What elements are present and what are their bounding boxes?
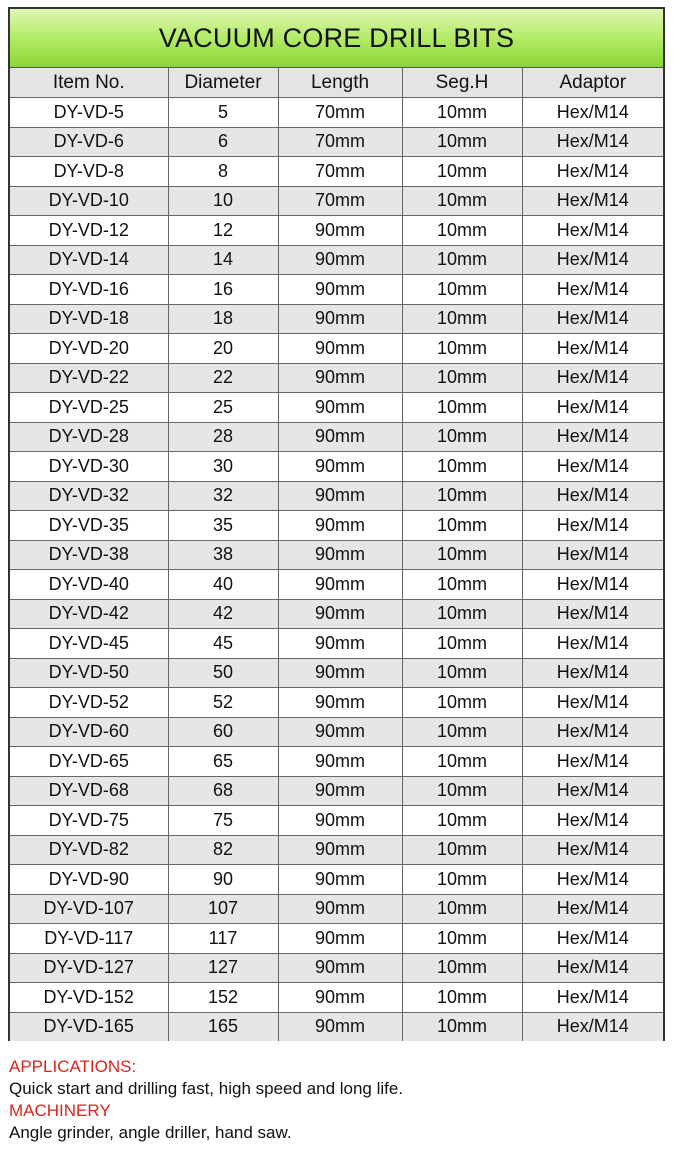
cell-diameter: 22 xyxy=(168,363,278,393)
cell-item-no: DY-VD-6 xyxy=(10,127,168,157)
cell-seg-h: 10mm xyxy=(402,629,522,659)
column-header-item-no: Item No. xyxy=(10,68,168,98)
table-row xyxy=(10,452,663,482)
cell-seg-h: 10mm xyxy=(402,540,522,570)
cell-adaptor: Hex/M14 xyxy=(522,216,663,246)
cell-length: 90mm xyxy=(278,452,402,482)
cell-seg-h: 10mm xyxy=(402,894,522,924)
cell-length: 90mm xyxy=(278,363,402,393)
table-row xyxy=(10,983,663,1013)
cell-adaptor: Hex/M14 xyxy=(522,865,663,895)
cell-adaptor: Hex/M14 xyxy=(522,629,663,659)
cell-diameter: 10 xyxy=(168,186,278,216)
cell-length: 90mm xyxy=(278,688,402,718)
header-row xyxy=(10,68,663,98)
cell-length: 90mm xyxy=(278,245,402,275)
cell-item-no: DY-VD-16 xyxy=(10,275,168,305)
cell-item-no: DY-VD-38 xyxy=(10,540,168,570)
cell-diameter: 14 xyxy=(168,245,278,275)
cell-length: 90mm xyxy=(278,983,402,1013)
cell-item-no: DY-VD-20 xyxy=(10,334,168,364)
table-row xyxy=(10,658,663,688)
table-row xyxy=(10,481,663,511)
cell-adaptor: Hex/M14 xyxy=(522,98,663,128)
table-row xyxy=(10,363,663,393)
cell-length: 90mm xyxy=(278,806,402,836)
cell-adaptor: Hex/M14 xyxy=(522,511,663,541)
table-body xyxy=(10,98,663,1042)
cell-seg-h: 10mm xyxy=(402,363,522,393)
cell-diameter: 65 xyxy=(168,747,278,777)
cell-length: 90mm xyxy=(278,629,402,659)
cell-seg-h: 10mm xyxy=(402,304,522,334)
table-title: VACUUM CORE DRILL BITS xyxy=(158,22,515,53)
cell-item-no: DY-VD-18 xyxy=(10,304,168,334)
applications-heading: APPLICATIONS: xyxy=(9,1057,137,1076)
cell-adaptor: Hex/M14 xyxy=(522,304,663,334)
table-row xyxy=(10,245,663,275)
cell-seg-h: 10mm xyxy=(402,452,522,482)
cell-adaptor: Hex/M14 xyxy=(522,363,663,393)
table-row xyxy=(10,688,663,718)
table-row xyxy=(10,894,663,924)
cell-adaptor: Hex/M14 xyxy=(522,953,663,983)
cell-item-no: DY-VD-28 xyxy=(10,422,168,452)
cell-diameter: 42 xyxy=(168,599,278,629)
cell-item-no: DY-VD-32 xyxy=(10,481,168,511)
cell-seg-h: 10mm xyxy=(402,334,522,364)
cell-adaptor: Hex/M14 xyxy=(522,599,663,629)
cell-length: 70mm xyxy=(278,186,402,216)
cell-adaptor: Hex/M14 xyxy=(522,481,663,511)
cell-adaptor: Hex/M14 xyxy=(522,806,663,836)
cell-seg-h: 10mm xyxy=(402,865,522,895)
cell-item-no: DY-VD-30 xyxy=(10,452,168,482)
spec-table-panel xyxy=(8,7,665,1041)
cell-diameter: 6 xyxy=(168,127,278,157)
table-row xyxy=(10,1012,663,1041)
cell-diameter: 28 xyxy=(168,422,278,452)
cell-diameter: 20 xyxy=(168,334,278,364)
column-header-seg-h: Seg.H xyxy=(402,68,522,98)
cell-seg-h: 10mm xyxy=(402,688,522,718)
cell-item-no: DY-VD-117 xyxy=(10,924,168,954)
cell-diameter: 82 xyxy=(168,835,278,865)
cell-seg-h: 10mm xyxy=(402,983,522,1013)
cell-diameter: 107 xyxy=(168,894,278,924)
table-row xyxy=(10,865,663,895)
cell-item-no: DY-VD-42 xyxy=(10,599,168,629)
cell-seg-h: 10mm xyxy=(402,776,522,806)
cell-adaptor: Hex/M14 xyxy=(522,658,663,688)
table-row xyxy=(10,304,663,334)
table-row xyxy=(10,806,663,836)
cell-adaptor: Hex/M14 xyxy=(522,776,663,806)
title-bar xyxy=(10,9,663,68)
machinery-text: Angle grinder, angle driller, hand saw. xyxy=(9,1123,292,1142)
column-header-adaptor: Adaptor xyxy=(522,68,663,98)
cell-length: 70mm xyxy=(278,127,402,157)
cell-item-no: DY-VD-5 xyxy=(10,98,168,128)
cell-adaptor: Hex/M14 xyxy=(522,924,663,954)
cell-length: 90mm xyxy=(278,393,402,423)
cell-item-no: DY-VD-8 xyxy=(10,157,168,187)
cell-length: 70mm xyxy=(278,98,402,128)
cell-adaptor: Hex/M14 xyxy=(522,452,663,482)
table-row xyxy=(10,157,663,187)
table-row xyxy=(10,924,663,954)
cell-adaptor: Hex/M14 xyxy=(522,747,663,777)
cell-item-no: DY-VD-40 xyxy=(10,570,168,600)
cell-adaptor: Hex/M14 xyxy=(522,157,663,187)
table-row xyxy=(10,511,663,541)
cell-seg-h: 10mm xyxy=(402,806,522,836)
table-row xyxy=(10,717,663,747)
cell-item-no: DY-VD-127 xyxy=(10,953,168,983)
cell-diameter: 40 xyxy=(168,570,278,600)
table-row xyxy=(10,393,663,423)
cell-seg-h: 10mm xyxy=(402,717,522,747)
cell-length: 70mm xyxy=(278,157,402,187)
cell-item-no: DY-VD-165 xyxy=(10,1012,168,1041)
cell-item-no: DY-VD-10 xyxy=(10,186,168,216)
cell-length: 90mm xyxy=(278,924,402,954)
cell-diameter: 127 xyxy=(168,953,278,983)
table-row xyxy=(10,776,663,806)
cell-length: 90mm xyxy=(278,1012,402,1041)
cell-diameter: 52 xyxy=(168,688,278,718)
cell-seg-h: 10mm xyxy=(402,275,522,305)
table-row xyxy=(10,275,663,305)
applications-text: Quick start and drilling fast, high speed and long life. xyxy=(9,1079,404,1098)
table-row xyxy=(10,98,663,128)
cell-length: 90mm xyxy=(278,540,402,570)
cell-diameter: 75 xyxy=(168,806,278,836)
cell-seg-h: 10mm xyxy=(402,98,522,128)
cell-item-no: DY-VD-68 xyxy=(10,776,168,806)
cell-seg-h: 10mm xyxy=(402,835,522,865)
cell-adaptor: Hex/M14 xyxy=(522,275,663,305)
cell-diameter: 8 xyxy=(168,157,278,187)
cell-item-no: DY-VD-22 xyxy=(10,363,168,393)
cell-seg-h: 10mm xyxy=(402,393,522,423)
cell-length: 90mm xyxy=(278,894,402,924)
spec-table xyxy=(10,68,663,1041)
cell-diameter: 90 xyxy=(168,865,278,895)
cell-adaptor: Hex/M14 xyxy=(522,688,663,718)
cell-seg-h: 10mm xyxy=(402,1012,522,1041)
cell-seg-h: 10mm xyxy=(402,245,522,275)
cell-seg-h: 10mm xyxy=(402,924,522,954)
table-row xyxy=(10,835,663,865)
cell-item-no: DY-VD-12 xyxy=(10,216,168,246)
cell-diameter: 165 xyxy=(168,1012,278,1041)
cell-seg-h: 10mm xyxy=(402,511,522,541)
cell-item-no: DY-VD-35 xyxy=(10,511,168,541)
cell-diameter: 16 xyxy=(168,275,278,305)
cell-adaptor: Hex/M14 xyxy=(522,983,663,1013)
column-header-length: Length xyxy=(278,68,402,98)
cell-adaptor: Hex/M14 xyxy=(522,127,663,157)
table-row xyxy=(10,629,663,659)
cell-adaptor: Hex/M14 xyxy=(522,894,663,924)
cell-diameter: 32 xyxy=(168,481,278,511)
cell-length: 90mm xyxy=(278,422,402,452)
cell-length: 90mm xyxy=(278,216,402,246)
table-row xyxy=(10,570,663,600)
cell-length: 90mm xyxy=(278,511,402,541)
table-row xyxy=(10,127,663,157)
cell-seg-h: 10mm xyxy=(402,599,522,629)
cell-length: 90mm xyxy=(278,658,402,688)
cell-diameter: 35 xyxy=(168,511,278,541)
cell-item-no: DY-VD-152 xyxy=(10,983,168,1013)
cell-item-no: DY-VD-52 xyxy=(10,688,168,718)
table-row xyxy=(10,599,663,629)
cell-length: 90mm xyxy=(278,835,402,865)
cell-seg-h: 10mm xyxy=(402,216,522,246)
cell-length: 90mm xyxy=(278,570,402,600)
cell-item-no: DY-VD-65 xyxy=(10,747,168,777)
cell-item-no: DY-VD-50 xyxy=(10,658,168,688)
cell-adaptor: Hex/M14 xyxy=(522,245,663,275)
table-row xyxy=(10,186,663,216)
cell-diameter: 152 xyxy=(168,983,278,1013)
cell-length: 90mm xyxy=(278,865,402,895)
cell-diameter: 25 xyxy=(168,393,278,423)
cell-item-no: DY-VD-14 xyxy=(10,245,168,275)
column-header-diameter: Diameter xyxy=(168,68,278,98)
cell-adaptor: Hex/M14 xyxy=(522,393,663,423)
cell-seg-h: 10mm xyxy=(402,481,522,511)
cell-seg-h: 10mm xyxy=(402,186,522,216)
cell-item-no: DY-VD-25 xyxy=(10,393,168,423)
cell-diameter: 5 xyxy=(168,98,278,128)
cell-diameter: 50 xyxy=(168,658,278,688)
cell-length: 90mm xyxy=(278,275,402,305)
cell-item-no: DY-VD-60 xyxy=(10,717,168,747)
cell-item-no: DY-VD-75 xyxy=(10,806,168,836)
cell-diameter: 60 xyxy=(168,717,278,747)
machinery-heading: MACHINERY xyxy=(9,1101,111,1120)
cell-diameter: 117 xyxy=(168,924,278,954)
cell-seg-h: 10mm xyxy=(402,157,522,187)
cell-length: 90mm xyxy=(278,334,402,364)
cell-seg-h: 10mm xyxy=(402,422,522,452)
table-row xyxy=(10,216,663,246)
table-row xyxy=(10,334,663,364)
cell-length: 90mm xyxy=(278,481,402,511)
cell-diameter: 68 xyxy=(168,776,278,806)
cell-adaptor: Hex/M14 xyxy=(522,540,663,570)
cell-item-no: DY-VD-107 xyxy=(10,894,168,924)
cell-diameter: 30 xyxy=(168,452,278,482)
cell-diameter: 45 xyxy=(168,629,278,659)
notes-section xyxy=(9,1056,681,1144)
cell-seg-h: 10mm xyxy=(402,747,522,777)
cell-length: 90mm xyxy=(278,599,402,629)
cell-diameter: 12 xyxy=(168,216,278,246)
table-row xyxy=(10,747,663,777)
table-row xyxy=(10,422,663,452)
cell-adaptor: Hex/M14 xyxy=(522,1012,663,1041)
cell-seg-h: 10mm xyxy=(402,658,522,688)
cell-seg-h: 10mm xyxy=(402,570,522,600)
cell-adaptor: Hex/M14 xyxy=(522,334,663,364)
cell-length: 90mm xyxy=(278,776,402,806)
table-row xyxy=(10,953,663,983)
cell-item-no: DY-VD-45 xyxy=(10,629,168,659)
cell-length: 90mm xyxy=(278,953,402,983)
cell-adaptor: Hex/M14 xyxy=(522,186,663,216)
cell-item-no: DY-VD-82 xyxy=(10,835,168,865)
cell-diameter: 18 xyxy=(168,304,278,334)
cell-item-no: DY-VD-90 xyxy=(10,865,168,895)
cell-adaptor: Hex/M14 xyxy=(522,422,663,452)
table-row xyxy=(10,540,663,570)
cell-seg-h: 10mm xyxy=(402,953,522,983)
cell-diameter: 38 xyxy=(168,540,278,570)
cell-length: 90mm xyxy=(278,747,402,777)
cell-length: 90mm xyxy=(278,304,402,334)
cell-length: 90mm xyxy=(278,717,402,747)
cell-seg-h: 10mm xyxy=(402,127,522,157)
cell-adaptor: Hex/M14 xyxy=(522,835,663,865)
cell-adaptor: Hex/M14 xyxy=(522,570,663,600)
cell-adaptor: Hex/M14 xyxy=(522,717,663,747)
